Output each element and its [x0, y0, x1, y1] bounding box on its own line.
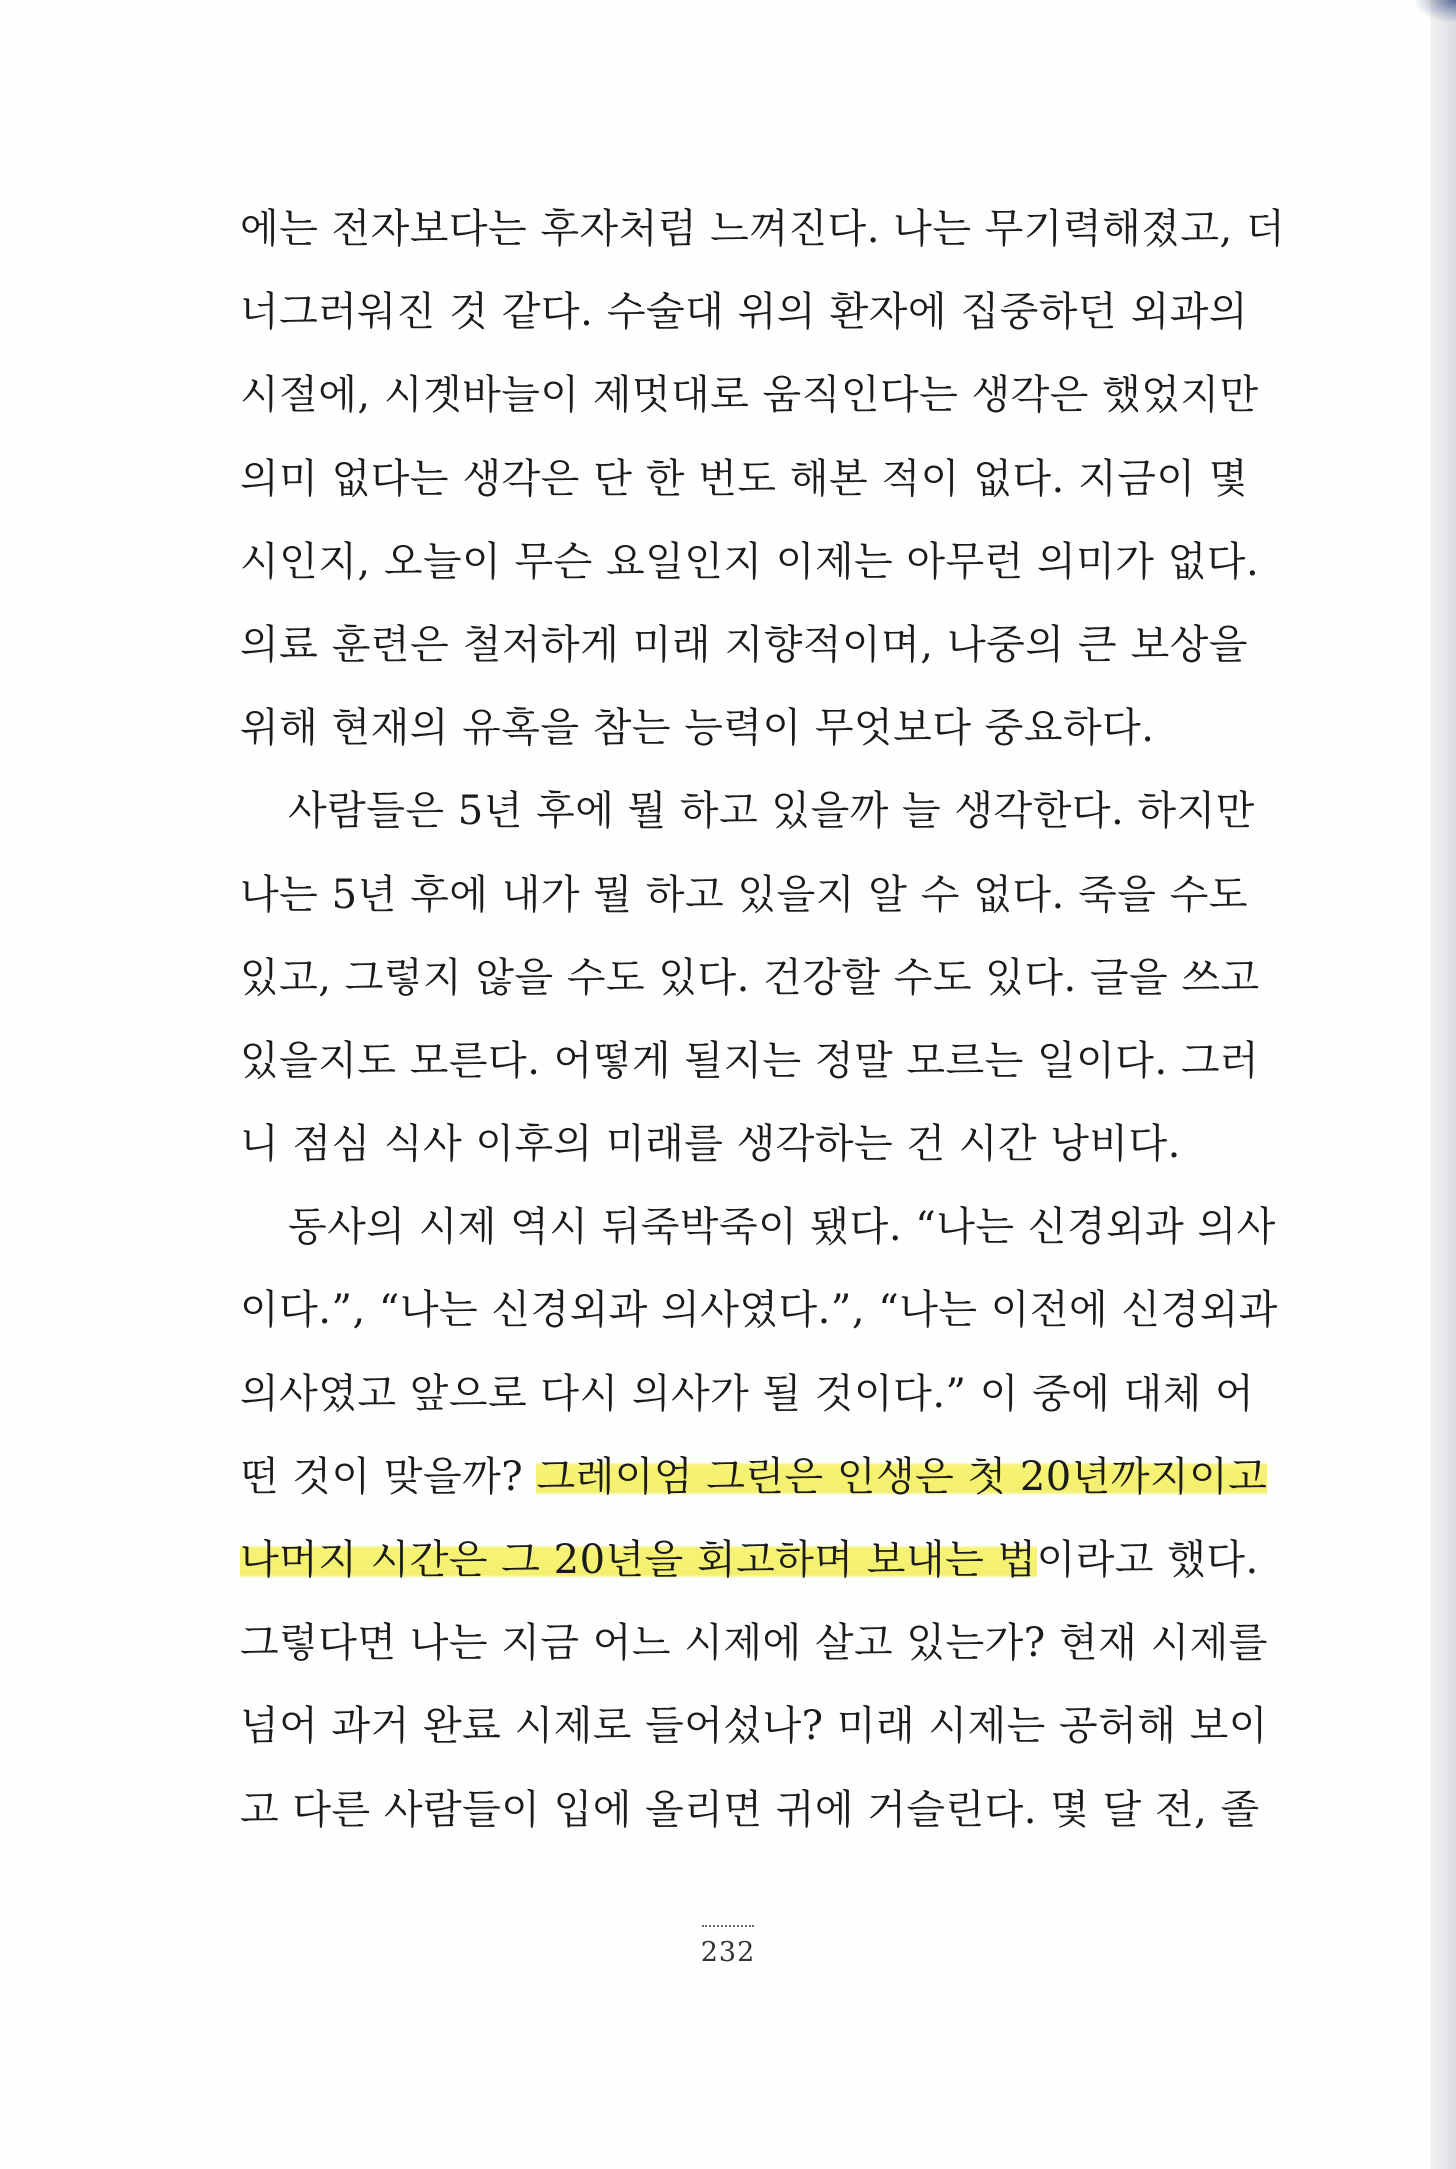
- highlighted-text: 나머지 시간은 그 20년을 회고하며 보내는 법: [240, 1537, 1037, 1583]
- text-line: 시인지, 오늘이 무슨 요일인지 이제는 아무런 의미가 없다.: [240, 538, 1260, 585]
- text-line: [240, 1436, 1268, 1519]
- text-line: 에는 전자보다는 후자처럼 느껴진다. 나는 무기력해졌고, 더: [240, 206, 1286, 252]
- text-line: 고 다른 사람들이 입에 올리면 귀에 거슬린다. 몇 달 전, 졸: [240, 1786, 1260, 1833]
- text-line: 있고, 그렇지 않을 수도 있다. 건강할 수도 있다. 글을 쓰고: [240, 954, 1260, 1001]
- page-number: 232: [700, 1937, 756, 1968]
- text-line: 시절에, 시곗바늘이 제멋대로 움직인다는 생각은 했었지만: [240, 372, 1259, 419]
- text-segment: 이라고 했다.: [1036, 1537, 1259, 1583]
- text-line: [240, 1519, 1259, 1602]
- body-text: [240, 188, 1286, 1852]
- text-line: 의사였고 앞으로 다시 의사가 될 것이다.” 이 중에 대체 어: [240, 1370, 1255, 1417]
- text-line: 니 점심 식사 이후의 미래를 생각하는 건 시간 낭비다.: [240, 1121, 1181, 1168]
- text-line: 위해 현재의 유혹을 참는 능력이 무엇보다 중요하다.: [240, 705, 1155, 752]
- highlighted-text: 그레이엄 그린은 인생은 첫 20년까지이고: [536, 1453, 1268, 1500]
- footer-dotted-rule: [702, 1925, 754, 1927]
- text-segment: 떤 것이 맞을까?: [240, 1453, 537, 1500]
- text-line: 넘어 과거 완료 시제로 들어섰나? 미래 시제는 공허해 보이: [240, 1703, 1268, 1750]
- paragraph-start-line: 사람들은 5년 후에 뭘 하고 있을까 늘 생각한다. 하지만: [288, 788, 1255, 835]
- text-line: 그렇다면 나는 지금 어느 시제에 살고 있는가? 현재 시제를: [240, 1620, 1268, 1667]
- text-line: 나는 5년 후에 내가 뭘 하고 있을지 알 수 없다. 죽을 수도: [240, 871, 1248, 918]
- text-line: 의료 훈련은 철저하게 미래 지향적이며, 나중의 큰 보상을: [240, 621, 1248, 668]
- text-line: 있을지도 모른다. 어떻게 될지는 정말 모르는 일이다. 그러: [240, 1037, 1260, 1084]
- text-line: 이다.”, “나는 신경외과 의사였다.”, “나는 이전에 신경외과: [240, 1287, 1278, 1334]
- text-line: 너그러워진 것 같다. 수술대 위의 환자에 집중하던 외과의: [240, 289, 1248, 336]
- paragraph-start-line: 동사의 시제 역시 뒤죽박죽이 됐다. “나는 신경외과 의사: [288, 1204, 1276, 1251]
- text-line: 의미 없다는 생각은 단 한 번도 해본 적이 없다. 지금이 몇: [240, 455, 1248, 502]
- page-footer: [0, 1912, 1456, 1968]
- page-edge-shadow: [1430, 0, 1456, 2169]
- corner-shadow: [1416, 0, 1456, 22]
